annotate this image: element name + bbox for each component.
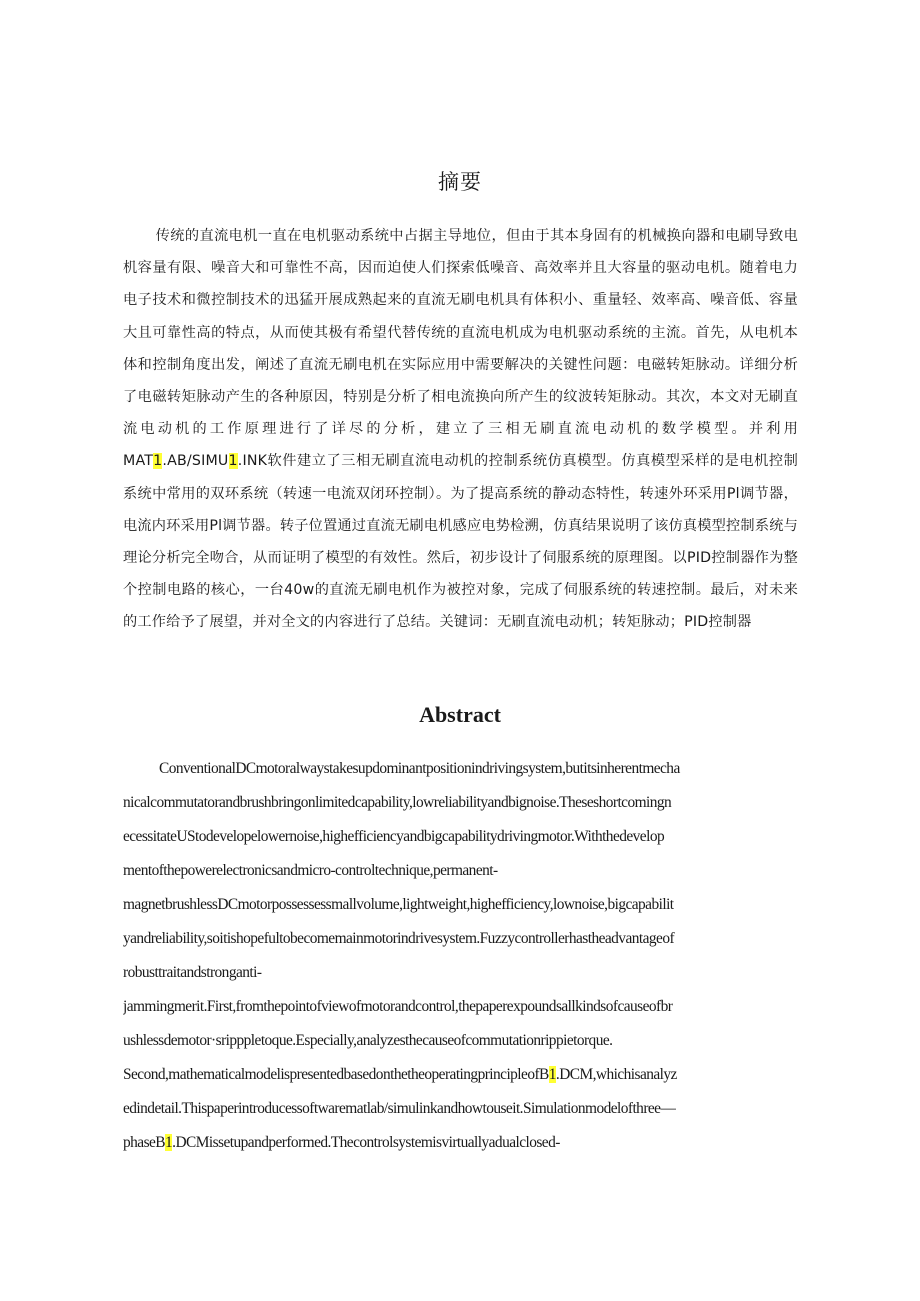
abstract-line: nicalcommutatorandbrushbringonlimitedcapability,lowreliabilityandbignoise.Theseshortcomingn bbox=[123, 794, 672, 811]
line-text-a: phaseB bbox=[123, 1134, 166, 1151]
chinese-abstract-paragraph bbox=[123, 220, 798, 639]
highlight-mark: 1 bbox=[548, 1066, 556, 1083]
highlight-mark: 1 bbox=[228, 453, 238, 470]
abstract-line: yandreliability,soitishopefultobecomemainmotorindrivesystem.Fuzzycontrollerhastheadvantageof bbox=[123, 930, 675, 947]
highlight-mark: 1 bbox=[153, 453, 163, 470]
english-abstract-title: Abstract bbox=[419, 702, 501, 727]
chinese-abstract-title: 摘要 bbox=[438, 170, 482, 194]
zh-text-part-2: .AB/SIMU bbox=[162, 453, 229, 470]
abstract-line: mentofthepowerelectronicsandmicro-controltechnique,permanent- bbox=[123, 862, 498, 879]
zh-text-part-3: .INK软件建立了三相无刷直流电动机的控制系统仿真模型。仿真模型采样的是电机控制系统中常用的双环系统（转速一电流双闭环控制）。为了提高系统的静动态特性，转速外环采用Pl调节器，电流内环采用Pl调节器。转子位置通过直流无刷电机感应电势检溯，仿真结果说明了该仿真模型控制系统与理论分析完全吻合，从而证明了模型的有效性。然后，初步设计了伺服系统的原理图。以PID控制器作为整个控制电路的核心，一台40w的直流无刷电机作为被控对象，完成了伺服系统的转速控制。最后，对未来的工作给予了展望，并对全文的内容进行了总结。关键词：无刷直流电动机；转矩脉动；PID控制器 bbox=[123, 453, 798, 631]
abstract-line: magnetbrushlessDCmotorpossessessmallvolume,lightweight,highefficiency,lownoise,bigcapabilit bbox=[123, 896, 674, 913]
line-text-b: .DCM,whichisanalyz bbox=[555, 1066, 677, 1083]
abstract-line: ecessitateUStodevelopelowernoise,highefficiencyandbigcapabilitydrivingmotor.Withthedevelop bbox=[123, 828, 665, 845]
highlight-mark: 1 bbox=[165, 1134, 173, 1151]
abstract-line: ushlessdemotor·sripppletoque.Especially,analyzesthecauseofcommutationrippietorque. bbox=[123, 1032, 613, 1049]
abstract-line: robusttraitandstronganti- bbox=[123, 964, 262, 981]
line-text-b: .DCMissetupandperformed.Thecontrolsystemisvirtuallyadualclosed- bbox=[172, 1134, 560, 1151]
line-text-a: Second,mathematicalmodelispresentedbasedonthetheoperatingprincipleofB bbox=[123, 1066, 549, 1083]
abstract-line: ConventionalDCmotoralwaystakesupdominantpositionindrivingsystem,butitsinherentmecha bbox=[159, 760, 680, 777]
abstract-line: edindetail.Thispaperintroducessoftwarematlab/simulinkandhowtouseit.Simulationmodelofthree— bbox=[123, 1100, 676, 1117]
abstract-line bbox=[123, 1058, 798, 1092]
abstract-line: jammingmerit.First,fromthepointofviewofmotorandcontrol,thepaperexpoundsallkindsofcauseofbr bbox=[123, 998, 673, 1015]
zh-text-part-1: 传统的直流电机一直在电机驱动系统中占据主导地位，但由于其本身固有的机械换向器和电刷导致电机容量有限、噪音大和可靠性不高，因而迫使人们探索低噪音、高效率并且大容量的驱动电机。随着电力电子技术和微控制技术的迅猛开展成熟起来的直流无刷电机具有体积小、重量轻、效率高、噪音低、容量大且可靠性高的特点，从而使其极有希望代替传统的直流电机成为电机驱动系统的主流。首先，从电机本体和控制角度出发，阐述了直流无刷电机在实际应用中需要解决的关键性问题：电磁转矩脉动。详细分析了电磁转矩脉动产生的各种原因，特别是分析了相电流换向所产生的纹波转矩脉动。其次，本文对无刷直流电动机的工作原理进行了详尽的分析，建立了三相无刷直流电动机的数学模型。并利用MAT bbox=[123, 228, 798, 470]
abstract-line bbox=[123, 1126, 798, 1160]
english-abstract-body bbox=[123, 752, 798, 1160]
